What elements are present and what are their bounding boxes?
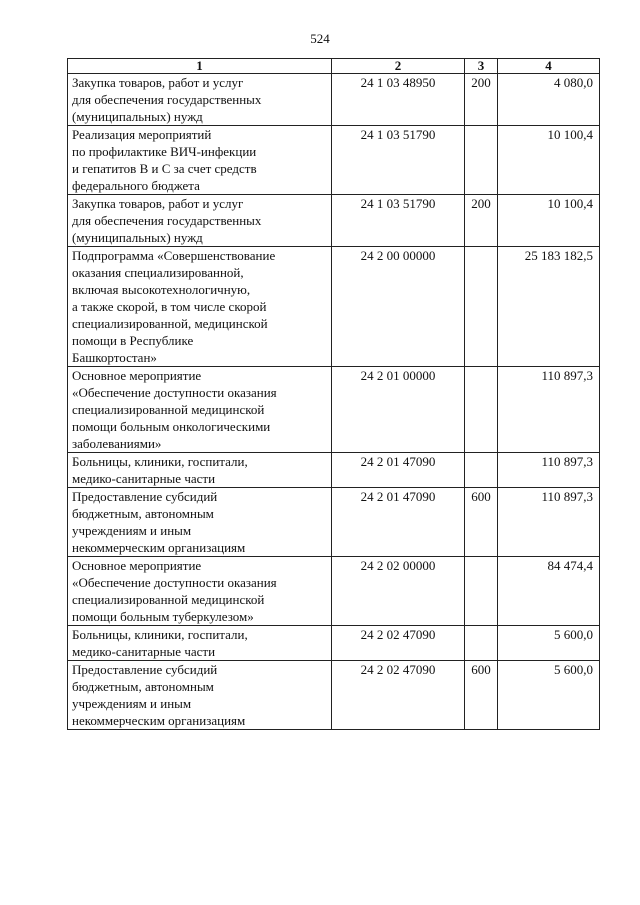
table-row [68, 626, 600, 661]
header-col-4: 4 [498, 59, 600, 74]
row-name-cell: Основное мероприятие «Обеспечение доступности оказания специализированной медицинской помощи больным туберкулезом» [68, 557, 332, 626]
row-code-cell: 24 2 01 00000 [332, 367, 465, 453]
row-amount-cell: 4 080,0 [498, 74, 600, 126]
row-type-cell [465, 557, 498, 626]
row-type-cell [465, 247, 498, 367]
row-code-cell: 24 2 01 47090 [332, 453, 465, 488]
table-row [68, 661, 600, 730]
row-code-cell: 24 2 02 00000 [332, 557, 465, 626]
row-type-cell [465, 453, 498, 488]
row-amount-cell: 110 897,3 [498, 367, 600, 453]
row-name-cell: Предоставление субсидий бюджетным, автономным учреждениям и иным некоммерческим организациям [68, 488, 332, 557]
row-type-cell: 600 [465, 488, 498, 557]
table-row [68, 557, 600, 626]
table-row [68, 453, 600, 488]
table-header-row [68, 59, 600, 74]
row-type-cell [465, 126, 498, 195]
page-number: 524 [310, 31, 330, 46]
table-row [68, 195, 600, 247]
row-amount-cell: 84 474,4 [498, 557, 600, 626]
row-amount-cell: 5 600,0 [498, 661, 600, 730]
row-type-cell [465, 367, 498, 453]
header-col-2: 2 [332, 59, 465, 74]
row-type-cell: 600 [465, 661, 498, 730]
row-type-cell: 200 [465, 195, 498, 247]
row-amount-cell: 10 100,4 [498, 195, 600, 247]
row-amount-cell: 110 897,3 [498, 488, 600, 557]
row-type-cell [465, 626, 498, 661]
table-row [68, 488, 600, 557]
row-code-cell: 24 2 02 47090 [332, 626, 465, 661]
row-amount-cell: 10 100,4 [498, 126, 600, 195]
header-col-1: 1 [68, 59, 332, 74]
row-name-cell: Закупка товаров, работ и услуг для обеспечения государственных (муниципальных) нужд [68, 74, 332, 126]
row-code-cell: 24 2 00 00000 [332, 247, 465, 367]
row-code-cell: 24 2 02 47090 [332, 661, 465, 730]
row-name-cell: Основное мероприятие «Обеспечение доступности оказания специализированной медицинской помощи больным онкологическими заболеваниями» [68, 367, 332, 453]
row-type-cell: 200 [465, 74, 498, 126]
row-name-cell: Реализация мероприятий по профилактике ВИЧ-инфекции и гепатитов В и С за счет средств федерального бюджета [68, 126, 332, 195]
row-code-cell: 24 1 03 48950 [332, 74, 465, 126]
row-amount-cell: 110 897,3 [498, 453, 600, 488]
row-name-cell: Закупка товаров, работ и услуг для обеспечения государственных (муниципальных) нужд [68, 195, 332, 247]
header-col-3: 3 [465, 59, 498, 74]
row-name-cell: Больницы, клиники, госпитали, медико-санитарные части [68, 626, 332, 661]
row-name-cell: Предоставление субсидий бюджетным, автономным учреждениям и иным некоммерческим организациям [68, 661, 332, 730]
row-code-cell: 24 2 01 47090 [332, 488, 465, 557]
table-row [68, 247, 600, 367]
row-amount-cell: 5 600,0 [498, 626, 600, 661]
table-row [68, 74, 600, 126]
row-amount-cell: 25 183 182,5 [498, 247, 600, 367]
row-code-cell: 24 1 03 51790 [332, 126, 465, 195]
row-name-cell: Подпрограмма «Совершенствование оказания специализированной, включая высокотехнологичную, а также скорой, в том числе скорой специализированной, медицинской помощи в Республике Башкортостан» [68, 247, 332, 367]
table-body [68, 74, 600, 730]
row-name-cell: Больницы, клиники, госпитали, медико-санитарные части [68, 453, 332, 488]
table-row [68, 126, 600, 195]
row-code-cell: 24 1 03 51790 [332, 195, 465, 247]
budget-table [67, 58, 600, 730]
table-row [68, 367, 600, 453]
